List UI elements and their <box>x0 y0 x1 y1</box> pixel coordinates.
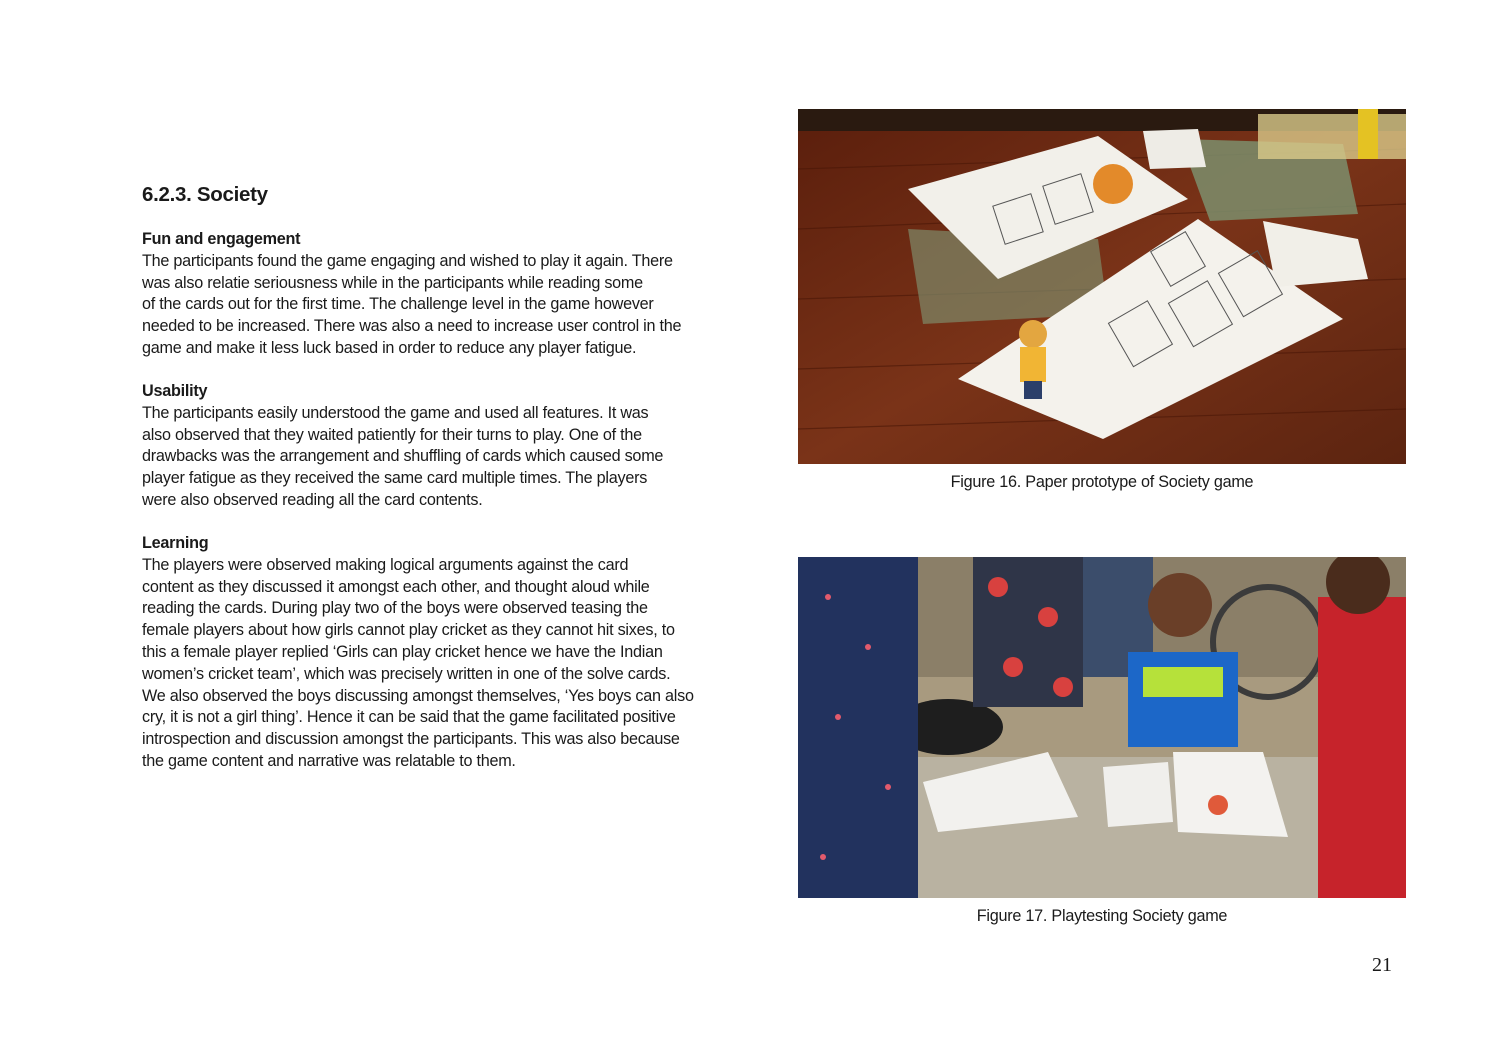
section-title: 6.2.3. Society <box>142 183 268 206</box>
text-line: content as they discussed it amongst each other, and thought aloud while <box>142 577 650 596</box>
subsection-heading: Learning <box>142 534 209 552</box>
text-line: player fatigue as they received the same card multiple times. The players <box>142 469 648 488</box>
text-line: women’s cricket team’, which was precisely written in one of the solve cards. <box>142 664 671 683</box>
text-line: were also observed reading all the card contents. <box>142 490 483 509</box>
text-line: also observed that they waited patiently for their turns to play. One of the <box>142 425 642 444</box>
subsection-heading: Usability <box>142 382 208 400</box>
figure-17-photo <box>798 557 1406 898</box>
section-learning <box>142 533 757 773</box>
figure-17-caption: Figure 17. Playtesting Society game <box>976 907 1228 925</box>
page-number: 21 <box>1372 954 1392 976</box>
text-line: was also relatie seriousness while in the participants while reading some <box>142 273 643 292</box>
text-line: the game content and narrative was relatable to them. <box>142 751 516 770</box>
text-line: game and make it less luck based in order to reduce any player fatigue. <box>142 338 637 357</box>
text-line: The participants found the game engaging and wished to play it again. There <box>142 251 673 270</box>
subsection-heading: Fun and engagement <box>142 230 301 248</box>
text-line: We also observed the boys discussing amongst themselves, ‘Yes boys can also <box>142 686 694 705</box>
text-line: drawbacks was the arrangement and shuffling of cards which caused some <box>142 447 664 466</box>
text-line: introspection and discussion amongst the participants. This was also because <box>142 730 680 749</box>
text-line: needed to be increased. There was also a need to increase user control in the <box>142 317 682 336</box>
figure-16-photo <box>798 109 1406 464</box>
section-usability <box>142 381 757 512</box>
text-line: of the cards out for the first time. The challenge level in the game however <box>142 295 654 314</box>
text-line: The players were observed making logical arguments against the card <box>142 555 629 574</box>
section-fun-engagement <box>142 229 757 360</box>
text-line: reading the cards. During play two of the boys were observed teasing the <box>142 599 648 618</box>
text-line: The participants easily understood the game and used all features. It was <box>142 403 649 422</box>
text-line: cry, it is not a girl thing’. Hence it can be said that the game facilitated positive <box>142 708 676 727</box>
text-line: this a female player replied ‘Girls can play cricket hence we have the Indian <box>142 642 663 661</box>
text-line: female players about how girls cannot play cricket as they cannot hit sixes, to <box>142 621 675 640</box>
figure-16-caption: Figure 16. Paper prototype of Society game <box>950 473 1254 491</box>
